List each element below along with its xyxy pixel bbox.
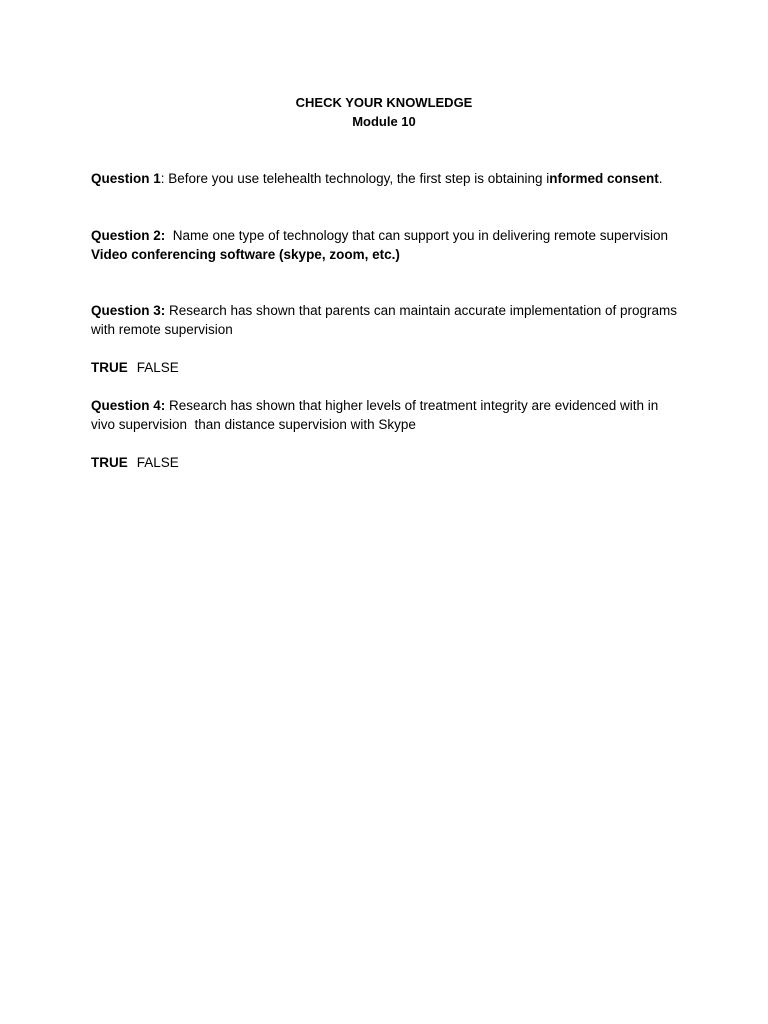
question-1-label: Question 1 <box>91 171 161 186</box>
question-1-answer: nformed consent <box>549 171 659 186</box>
question-3-false-option[interactable]: FALSE <box>136 360 179 375</box>
document-header <box>0 93 768 131</box>
document-subtitle: Module 10 <box>352 114 416 129</box>
question-3-true-option[interactable]: TRUE <box>91 360 128 375</box>
question-1-text: : Before you use telehealth technology, the first step is obtaining i <box>160 171 550 186</box>
question-4-text: Research has shown that higher levels of treatment integrity are evidenced with in vivo supervision than distance supervision with Skype <box>91 398 663 432</box>
question-1 <box>91 169 681 188</box>
question-2 <box>91 226 681 264</box>
question-3 <box>91 301 681 339</box>
question-4-true-option[interactable]: TRUE <box>91 455 128 470</box>
document-title: CHECK YOUR KNOWLEDGE <box>295 95 473 110</box>
question-3-text: Research has shown that parents can maintain accurate implementation of programs with remote supervision <box>91 303 678 337</box>
question-4-label: Question 4: <box>91 398 166 413</box>
question-3-label: Question 3: <box>91 303 166 318</box>
question-2-text: Name one type of technology that can support you in delivering remote supervision <box>165 228 669 243</box>
question-1-end: . <box>658 171 663 186</box>
question-2-answer: Video conferencing software (skype, zoom, etc.) <box>91 247 400 262</box>
question-3-options <box>91 358 681 377</box>
question-4 <box>91 396 681 434</box>
question-2-prompt <box>91 226 681 245</box>
question-4-false-option[interactable]: FALSE <box>136 455 179 470</box>
question-2-label: Question 2: <box>91 228 166 243</box>
question-4-options <box>91 453 681 472</box>
